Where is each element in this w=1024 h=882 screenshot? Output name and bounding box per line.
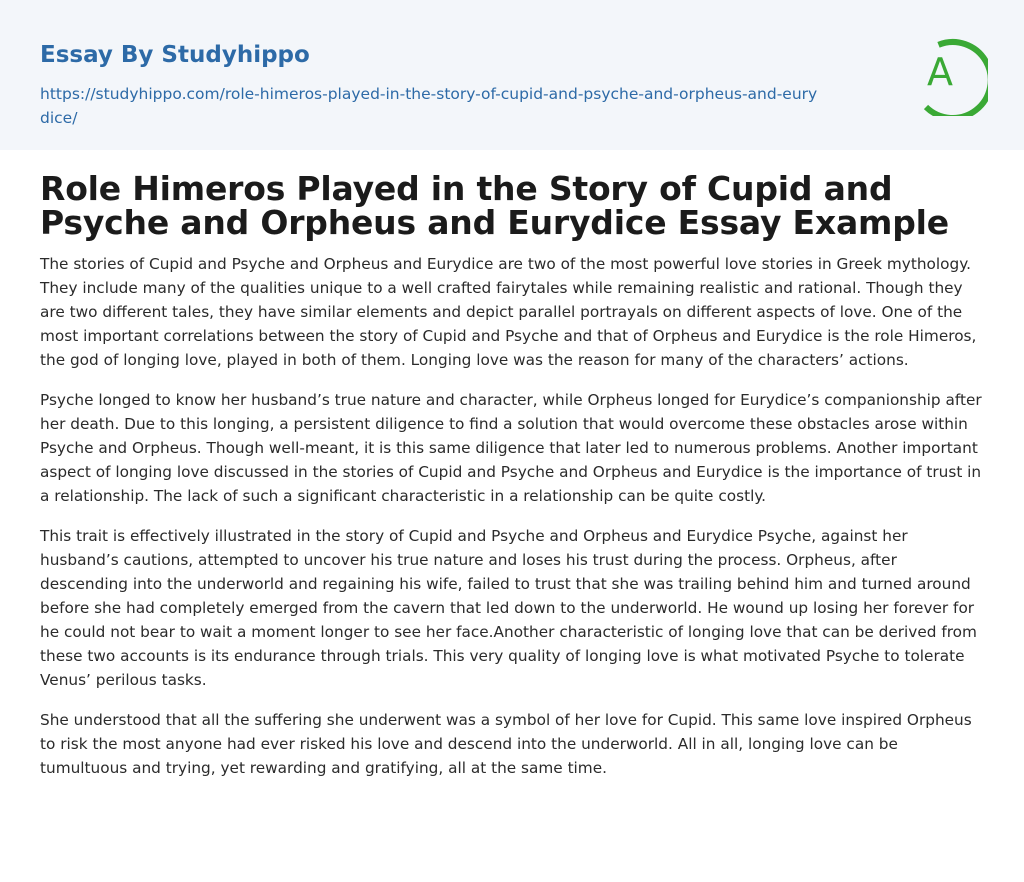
essay-paragraph: The stories of Cupid and Psyche and Orpheus and Eurydice are two of the most powerful love stories in Greek mythology. They include many of the qualities unique to a well crafted fairytales while remaining realistic and rational. Though they are two different tales, they have similar elements and depict parallel portrayals on different aspects of love. One of the most important correlations between the story of Cupid and Psyche and that of Orpheus and Eurydice is the role Himeros, the god of longing love, played in both of them. Longing love was the reason for many of the characters’ actions. [40,255,977,369]
essay-paragraph: She understood that all the suffering she underwent was a symbol of her love for Cupid. This same love inspired Orpheus to risk the most anyone had ever risked his love and descend into the underworld. All in all, longing love can be tumultuous and trying, yet rewarding and gratifying, all at the same time. [40,711,972,777]
logo-letter: A [927,50,953,94]
essay-paragraph: This trait is effectively illustrated in the story of Cupid and Psyche and Orpheus and Eurydice Psyche, against her husband’s cautions, attempted to uncover his true nature and loses his trust during the process. Orpheus, after descending into the underworld and regaining his wife, failed to trust that she was trailing behind him and turned around before she had completely emerged from the cavern that led down to the underworld. He wound up losing her forever for he could not bear to wait a moment longer to see her face.Another characteristic of longing love that can be derived from these two accounts is its endurance through trials. This very quality of longing love is what motivated Psyche to tolerate Venus’ perilous tasks. [40,527,977,689]
site-header [0,0,1024,150]
essay-content [40,169,984,796]
essay-source-link[interactable]: https://studyhippo.com/role-himeros-played-in-the-story-of-cupid-and-psyche-and-orpheus-and-eurydice/ [40,85,818,127]
essay-title: Role Himeros Played in the Story of Cupid and Psyche and Orpheus and Eurydice Essay Example [40,169,949,242]
site-brand-title: Essay By Studyhippo [40,42,310,68]
studyhippo-logo-icon[interactable] [912,28,988,116]
essay-paragraph: Psyche longed to know her husband’s true nature and character, while Orpheus longed for Eurydice’s companionship after her death. Due to this longing, a persistent diligence to find a solution that would overcome these obstacles arose within Psyche and Orpheus. Though well-meant, it is this same diligence that later led to numerous problems. Another important aspect of longing love discussed in the stories of Cupid and Psyche and Orpheus and Eurydice is the importance of trust in a relationship. The lack of such a significant characteristic in a relationship can be quite costly. [40,391,982,505]
